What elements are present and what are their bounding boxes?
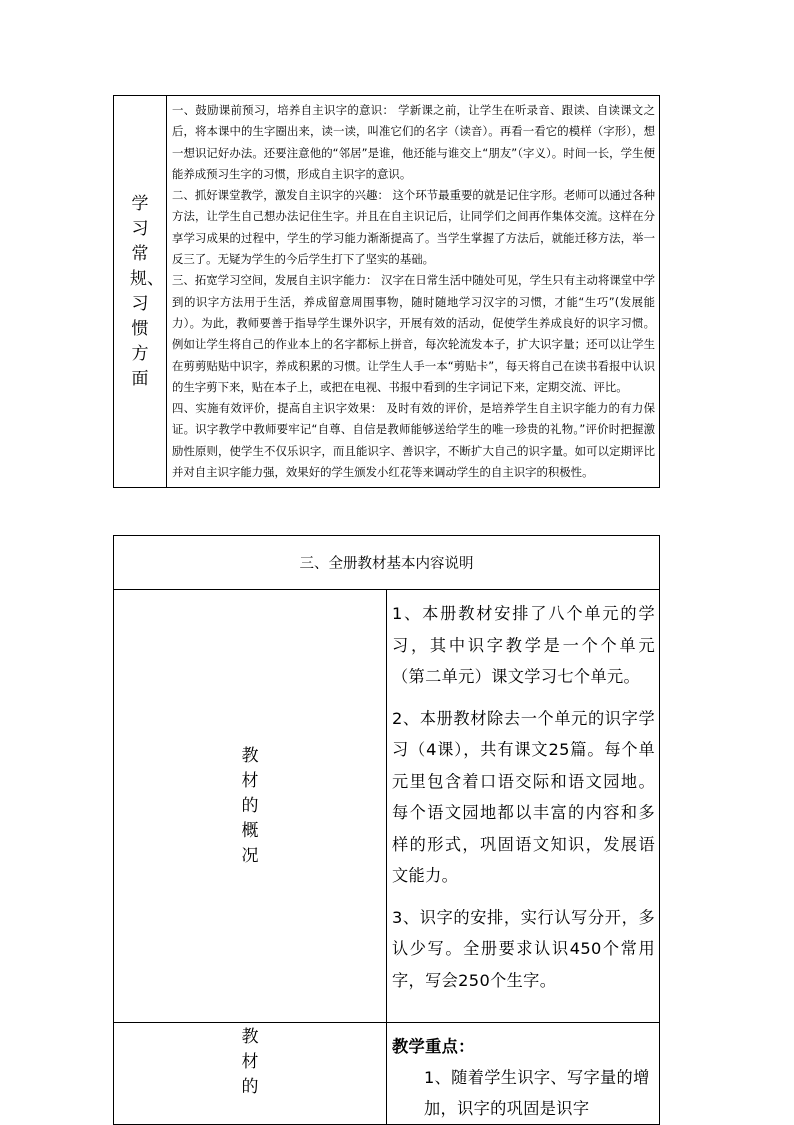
habits-table <box>113 95 660 488</box>
habit-paragraph-4: 四、实施有效评价，提高自主识字效果： 及时有效的评价，是培养学生自主识字能力的有力保证。识字教学中教师要牢记“自尊、自信是教师能够送给学生的唯一珍贵的礼物。”评价时把握激励性原则，使学生不仅乐识字，而且能识字、善识字，不断扩大自己的识字量。如可以定期评比并对自主识字能力强，效果好的学生颁发小红花等来调动学生的自主识字的积极性。 <box>172 401 655 480</box>
focus-label-cell <box>114 1023 387 1125</box>
habit-paragraph-2: 二、抓好课堂教学，激发自主识字的兴趣： 这个环节最重要的就是记住字形。老师可以通过各种方法，让学生自己想办法记住生字。并且在自主识记后，让同学们之间再作集体交流。这样在分享学习成果的过程中，学生的学习能力渐渐提高了。当学生掌握了方法后，就能迁移方法，举一反三了。无疑为学生的今后学生打下了坚实的基础。 <box>172 188 655 267</box>
overview-item-3: 3、识字的安排，实行认写分开，多认少写。全册要求认识450个常用字，写会250个生字。 <box>392 907 655 990</box>
overview-item-2: 2、本册教材除去一个单元的识字学习（4课），共有课文25篇。每个单元里包含着口语交际和语文园地。 每个语文园地都以丰富的内容和多样的形式，巩固语文知识，发展语文能力。 <box>392 708 655 885</box>
habits-label: 学习常规、习惯方面 <box>130 193 164 389</box>
section-title: 三、全册教材基本内容说明 <box>114 536 660 590</box>
habits-label-cell <box>114 96 167 488</box>
focus-content-cell <box>387 1023 660 1125</box>
overview-label-cell <box>114 590 387 1023</box>
focus-heading: 教学重点： <box>392 1037 475 1056</box>
focus-item-1: 1、随着学生识字、写字量的增加，识字的巩固是识字 <box>424 1068 650 1118</box>
habit-paragraph-3: 三、拓宽学习空间，发展自主识字能力： 汉字在日常生活中随处可见，学生只有主动将课堂中学到的识字方法用于生活，养成留意周围事物，随时随地学习汉字的习惯，才能“生巧”(发展能力）。为此，教师要善于指导学生课外识字，开展有效的活动，促使学生养成良好的识字习惯。例如让学生将自己的作业本上的名字都标上拼音，每次轮流发本子，扩大识字量；还可以让学生在剪剪贴贴中识字，养成积累的习惯。让学生人手一本“剪贴卡”，每天将自己在读书看报中认识的生字剪下来，贴在本子上，或把在电视、书报中看到的生字词记下来，定期交流、评比。 <box>172 273 655 394</box>
focus-label: 教材的 <box>241 1027 259 1097</box>
habit-paragraph-1: 一、鼓励课前预习，培养自主识字的意识： 学新课之前，让学生在听录音、跟读、自读课文之后，将本课中的生字圈出来，读一读，叫准它们的名字（读音）。再看一看它的模样（字形），想一想识记好办法。还要注意他的“邻居”是谁，他还能与谁交上“朋友”（字义）。时间一长，学生便能养成预习生字的习惯，形成自主识字的意识。 <box>172 103 655 181</box>
overview-item-1: 1、本册教材安排了八个单元的学习，其中识字教学是一个个单元（第二单元）课文学习七个单元。 <box>392 604 655 686</box>
textbook-overview-table <box>113 535 660 1125</box>
overview-content-cell <box>387 590 660 1023</box>
habits-content-cell <box>167 96 660 488</box>
overview-label: 教材的概况 <box>241 745 259 866</box>
